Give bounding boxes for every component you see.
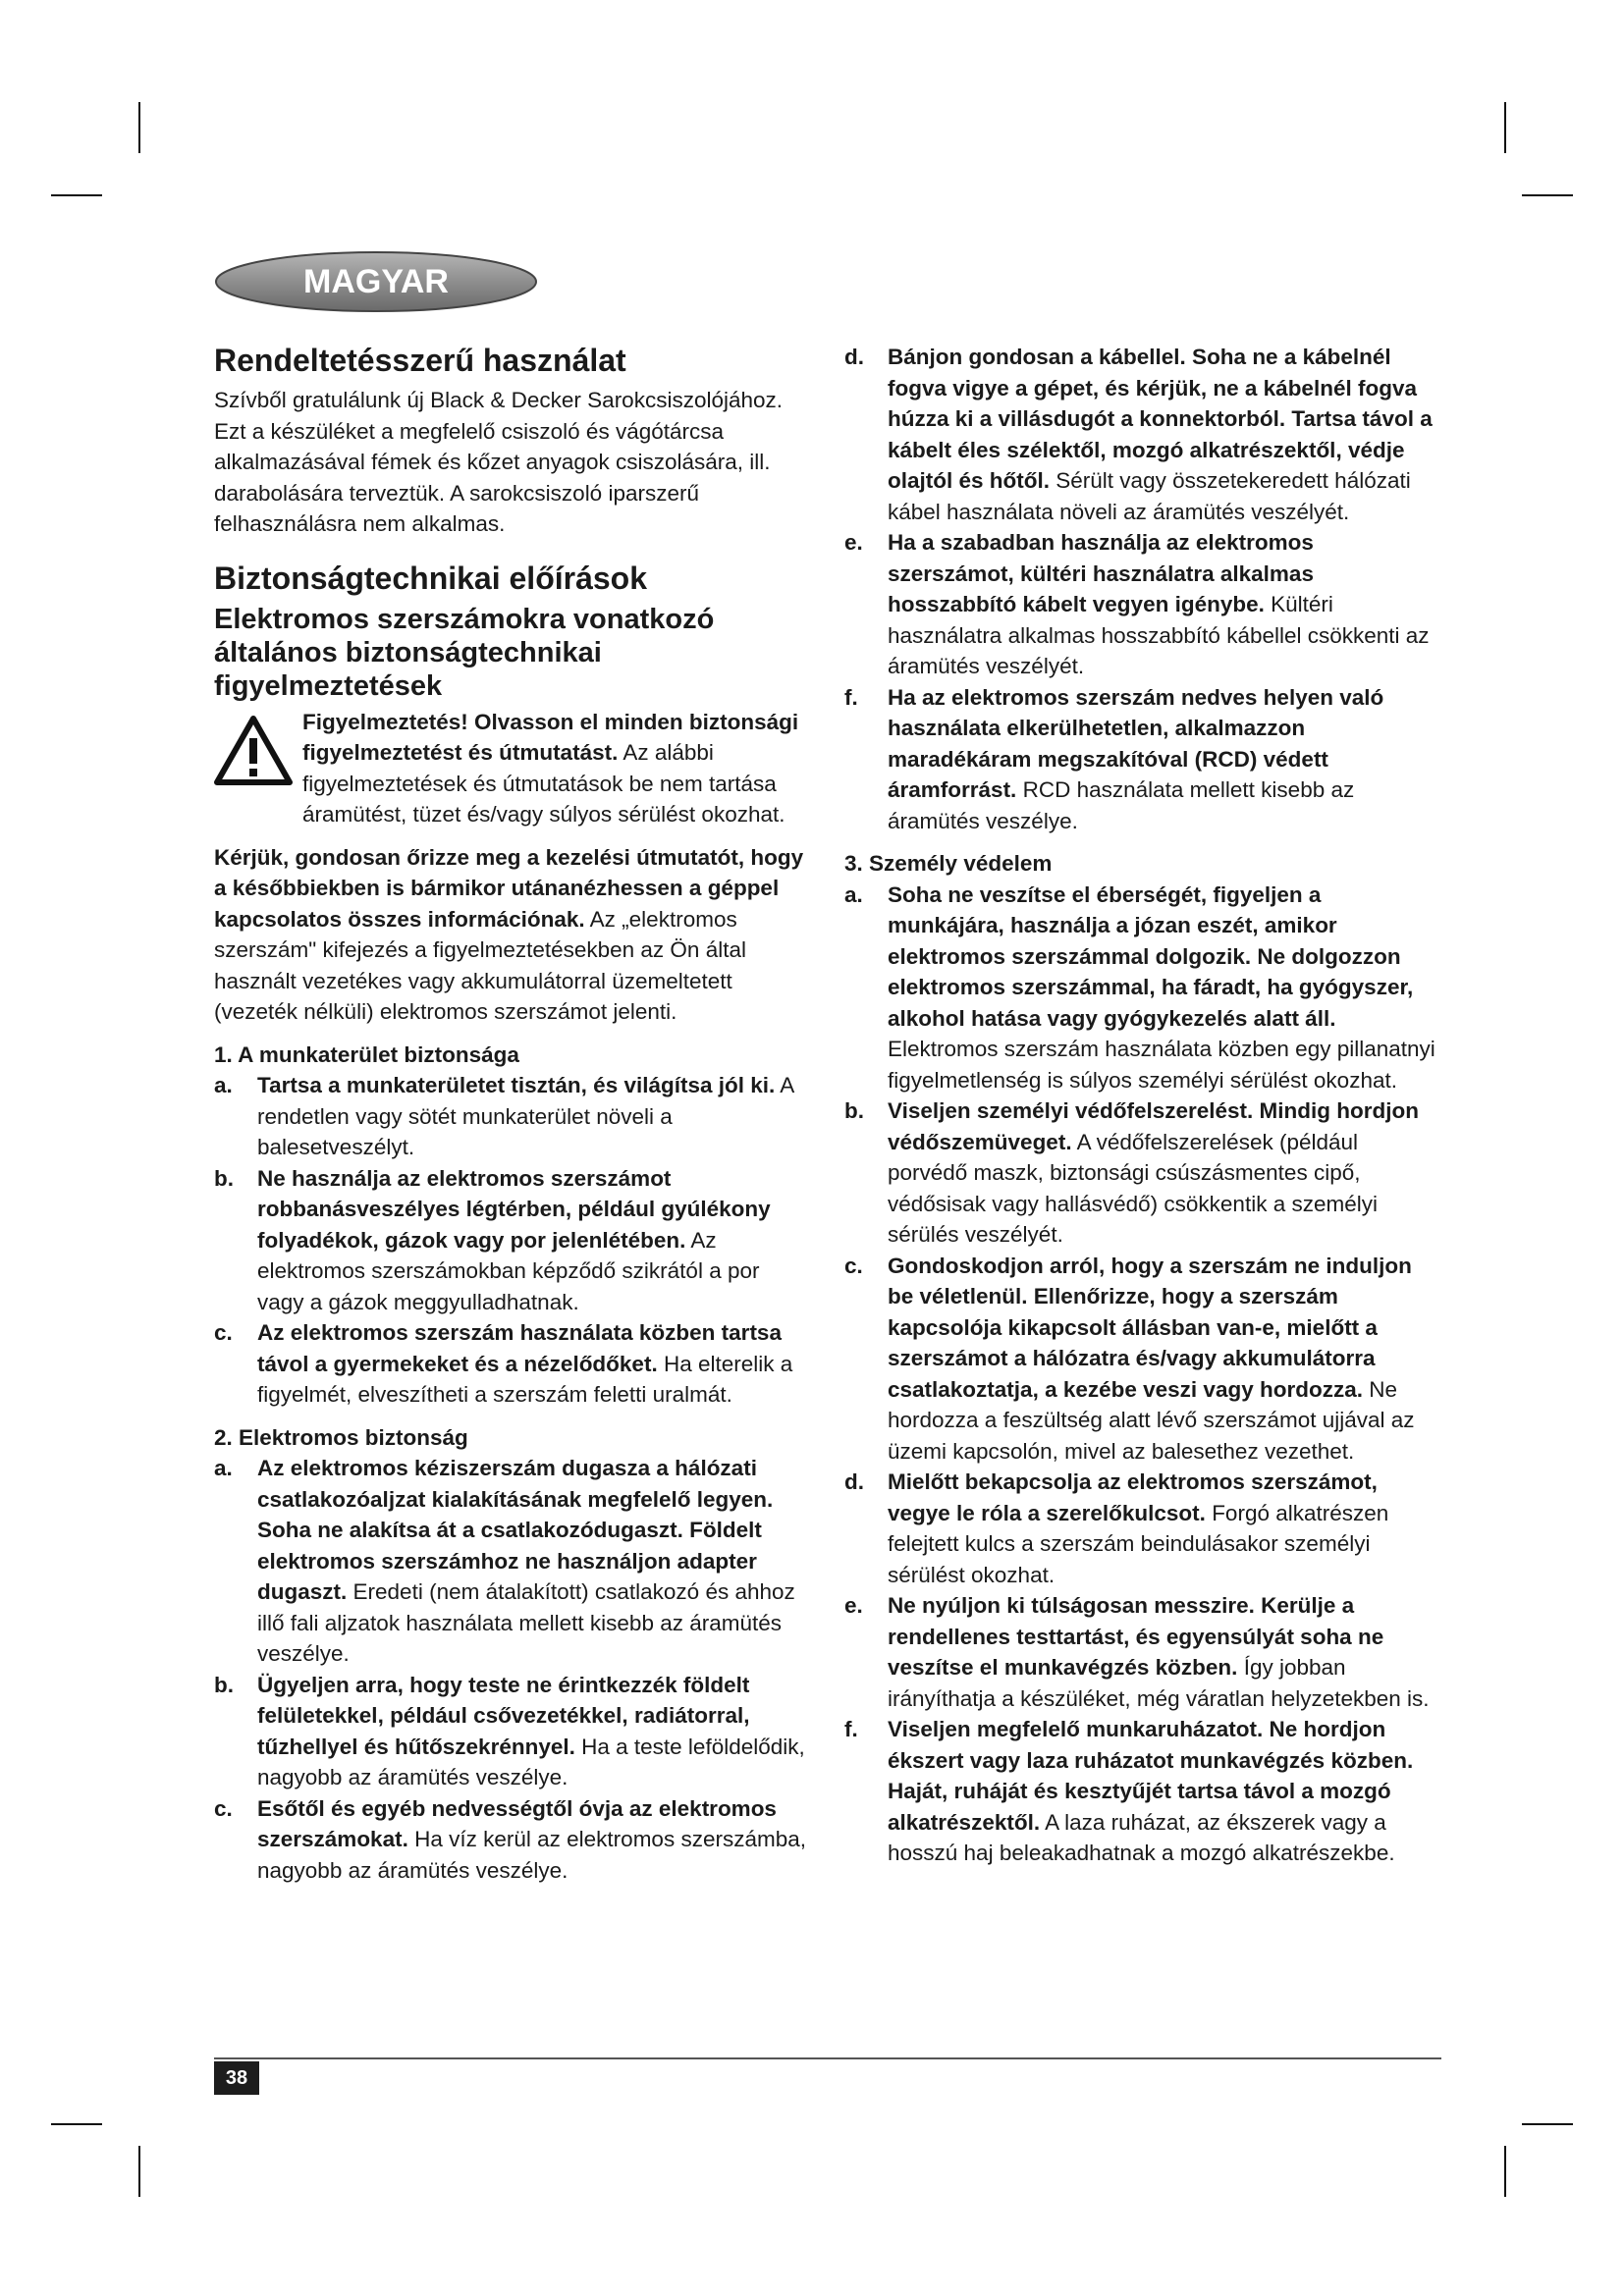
warning-block [214,707,808,830]
list-item: f. Ha az elektromos szerszám nedves helyen való használata elkerülhetetlen, alkalmazzon maradékáram megszakítóval (RCD) védett áramforrást. RCD használata mellett kisebb az áramütés veszélye. [844,684,1384,833]
section-3-title: 3. Személy védelem [844,851,1053,876]
crop-mark [138,2146,140,2197]
crop-mark [138,102,140,153]
heading-safety: Biztonságtechnikai előírások [214,560,648,596]
crop-mark [51,2123,102,2125]
section-2-title: 2. Elektromos biztonság [214,1424,468,1450]
crop-mark [1504,102,1506,153]
right-column [844,342,1440,1869]
left-column [214,342,808,1886]
crop-mark [1504,2146,1506,2197]
list-item: e. Ha a szabadban használja az elektromos szerszámot, kültéri használatra alkalmas hosszabbító kábelt vegyen igénybe. Kültéri használatra alkalmas hosszabbító kábellel csökkenti az áramütés veszélyét. [844,530,1430,678]
list-item: b. Ügyeljen arra, hogy teste ne érintkezzék földelt felületekkel, például csővezetékkel, radiátorral, tűzhellyel és hűtőszekrénnyel. Ha a teste leföldelődik, nagyobb az áramütés veszélye. [214,1672,805,1789]
crop-mark [1522,2123,1573,2125]
section-1-title: 1. A munkaterület biztonsága [214,1041,519,1067]
crop-mark [51,194,102,196]
list-item: a. Soha ne veszítse el éberségét, figyeljen a munkájára, használja a józan eszét, amikor elektromos szerszámmal dolgozik. Ne dolgozzon elektromos szerszámmal, ha fáradt, ha gyógyszer, alkohol hatása vagy gyógykezelés alatt áll. Elektromos szerszám használata közben egy pillanatnyi figyelmetlenség is súlyos személyi sérülést okozhat. [844,881,1435,1093]
list-item: d. Mielőtt bekapcsolja az elektromos szerszámot, vegye le róla a szerelőkulcsot. Forgó alkatrészen felejtett kulcs a szerszám beindulásakor személyi sérülést okozhat. [844,1469,1389,1587]
page-number: 38 [214,2061,259,2095]
heading-intended-use: Rendeltetésszerű használat [214,343,626,378]
list-item: e. Ne nyúljon ki túlságosan messzire. Kerülje a rendellenes testtartást, és egyensúlyát soha ne veszítse el munkavégzés közben. Így jobban irányíthatja a készüléket, még váratlan helyzetekben is. [844,1593,1430,1711]
warning-triangle-icon [214,715,293,785]
list-item: b. Ne használja az elektromos szerszámot robbanásveszélyes légtérben, például gyúlékony folyadékok, gázok vagy por jelenlétében. Az elektromos szerszámokban képződő szikrától a por vagy a gázok meggyulladhatnak. [214,1165,771,1314]
keep-manual-bold: Kérjük, gondosan őrizze meg a kezelési útmutatót, hogy a későbbiekben is bármikor utánanézhessen a géppel kapcsolatos összes információnak. [214,844,804,932]
list-item: c. Esőtől és egyéb nedvességtől óvja az elektromos szerszámokat. Ha víz kerül az elektromos szerszámba, nagyobb az áramütés veszélye. [214,1795,806,1883]
list-item: c. Gondoskodjon arról, hogy a szerszám ne induljon be véletlenül. Ellenőrizze, hogy a szerszám kapcsolója kikapcsolt állásban van-e, mielőtt a szerszámot a hálózatra és/vagy akkumulátorra csatlakoztatja, a kezébe veszi vagy hordozza. Ne hordozza a feszültség alatt lévő szerszámot ujjával az üzemi kapcsolón, mivel az balesethez vezethet. [844,1253,1415,1464]
heading-general-warnings: Elektromos szerszámokra vonatkozó általános biztonságtechnikai figyelmeztetések [214,603,715,702]
footer-divider [214,2057,1441,2059]
intended-use-text: Szívből gratulálunk új Black & Decker Sarokcsiszolójához. Ezt a készüléket a megfelelő csiszoló és vágótárcsa alkalmazásával fémek és kőzet anyagok csiszolására, ill. darabolására terveztük. A sarokcsiszoló iparszerű felhasználásra nem alkalmas. [214,388,784,536]
list-item: a. Az elektromos kéziszerszám dugasza a hálózati csatlakozóaljzat kialakításának megfelelő legyen. Soha ne alakítsa át a csatlakozódugaszt. Földelt elektromos szerszámhoz ne használjon adapter dugaszt. Eredeti (nem átalakított) csatlakozó és ahhoz illő fali aljzatok használata mellett kisebb az áramütés veszélye. [214,1456,795,1666]
language-badge [214,250,538,313]
warning-text: Az alábbi figyelmeztetések és útmutatások be nem tartása áramütést, tüzet és/vagy súlyos sérülést okozhat. [302,740,785,827]
list-item: d. Bánjon gondosan a kábellel. Soha ne a kábelnél fogva vigye a gépet, és kérjük, ne a kábelnél fogva húzza ki a villásdugót a konnektorból. Tartsa távol a kábelt éles szélektől, mozgó alkatrészektől, védje olajtól és hőtől. Sérült vagy összetekeredett hálózati kábel használata növeli az áramütés veszélyét. [844,345,1433,524]
list-item: c. Az elektromos szerszám használata közben tartsa távol a gyermekeket és a nézelődőket. Ha elterelik a figyelmét, elveszítheti a szerszám feletti uralmát. [214,1320,793,1407]
list-item: b. Viseljen személyi védőfelszerelést. Mindig hordjon védőszemüveget. A védőfelszerelések (például porvédő maszk, biztonsági csúszásmentes cipő, védősisak vagy hallásvédő) csökkentik a személyi sérülés veszélyét. [844,1098,1419,1247]
list-item: a. Tartsa a munkaterületet tisztán, és világítsa jól ki. A rendetlen vagy sötét munkaterület növeli a balesetveszélyt. [214,1073,794,1159]
list-item: f. Viseljen megfelelő munkaruházatot. Ne hordjon ékszert vagy laza ruházatot munkavégzés közben. Haját, ruháját és kesztyűjét tartsa távol a mozgó alkatrészektől. A laza ruházat, az ékszerek vagy a hosszú haj beleakadhatnak a mozgó alkatrészekbe. [844,1717,1414,1865]
crop-mark [1522,194,1573,196]
language-label: MAGYAR [303,263,449,300]
warning-bold: Figyelmeztetés! Olvasson el minden biztonsági figyelmeztetést és útmutatást. [302,709,799,765]
keep-manual-text: Az „elektromos szerszám" kifejezés a figyelmeztetésekben az Ön által használt vezetékes vagy akkumulátorral üzemeltetett (vezeték nélküli) elektromos szerszámot jelenti. [214,906,746,1024]
